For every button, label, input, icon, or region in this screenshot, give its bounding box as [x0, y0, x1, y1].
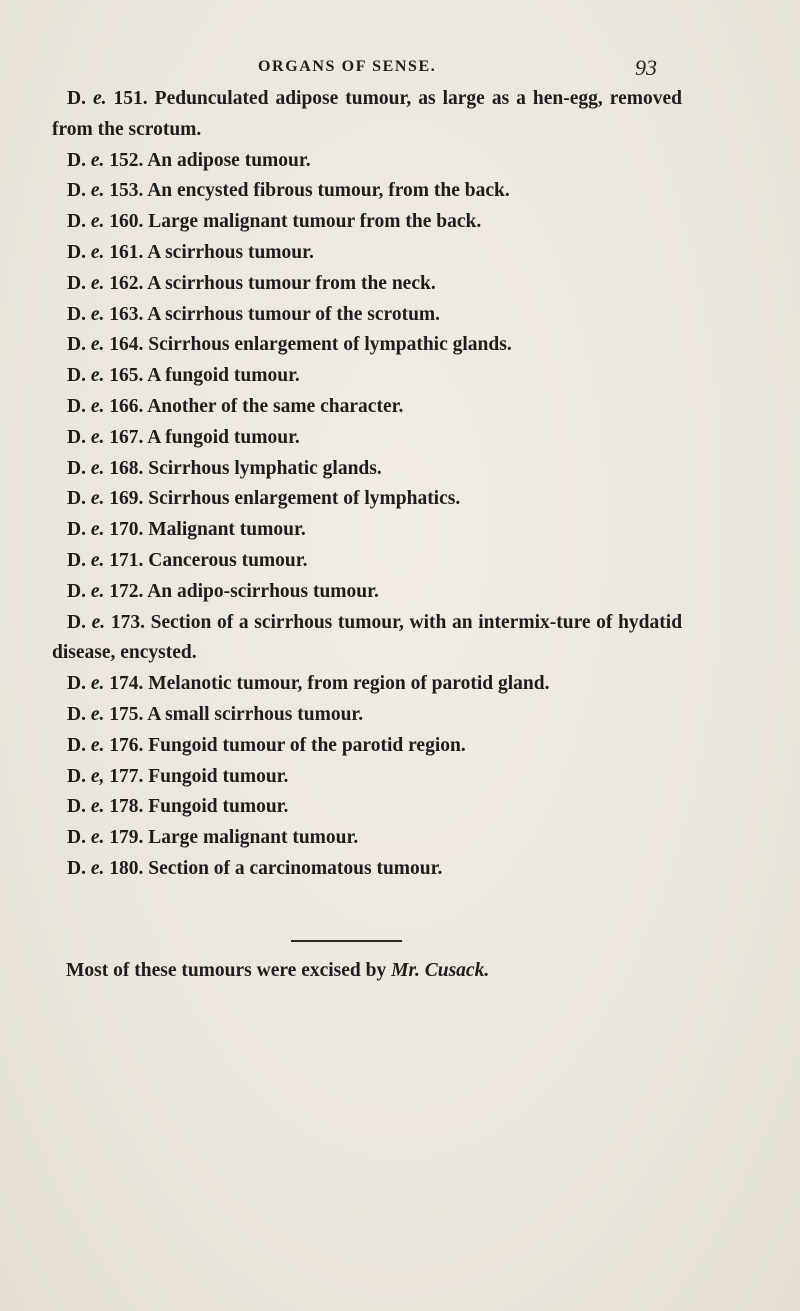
entry-series: e. [90, 272, 105, 294]
entry-series: e. [90, 334, 105, 356]
entry-description: Melanotic tumour, from region of parotid gland. [148, 673, 550, 695]
entry-prefix: D. [67, 488, 86, 510]
entry-number: 153. [109, 180, 144, 202]
entry-number: 172. [109, 580, 144, 602]
catalogue-entry [52, 546, 682, 577]
entry-number: 176. [109, 734, 144, 756]
catalogue-entry [52, 84, 682, 146]
entry-number: 164. [109, 334, 144, 356]
entry-prefix: D. [67, 180, 86, 202]
entry-number: 170. [109, 519, 144, 541]
entry-description: Another of the same character. [147, 395, 404, 417]
entry-prefix: D. [67, 365, 86, 387]
entry-number: 175. [109, 703, 144, 725]
catalogue-entry [52, 269, 682, 300]
entry-prefix: D. [67, 857, 86, 879]
entry-description: Scirrhous lymphatic glands. [148, 457, 382, 479]
entry-number: 178. [109, 796, 144, 818]
footnote-text: Most of these tumours were excised by [66, 960, 392, 981]
entry-description: Fungoid tumour. [148, 765, 289, 787]
entry-number: 173. [110, 611, 145, 633]
entry-series: e. [90, 488, 105, 510]
entry-description: A small scirrhous tumour. [147, 703, 364, 725]
entry-number: 171. [109, 549, 144, 571]
entry-description: Fungoid tumour of the parotid region. [148, 734, 466, 756]
catalogue-entry [52, 146, 682, 177]
entry-description: Large malignant tumour from the back. [148, 211, 482, 233]
entry-series: e. [90, 673, 105, 695]
entry-description: A scirrhous tumour of the scrotum. [147, 303, 441, 325]
entry-description: An encysted fibrous tumour, from the back. [147, 180, 510, 202]
catalogue-entry [52, 207, 682, 238]
entry-description: A scirrhous tumour from the neck. [147, 272, 436, 294]
entry-number: 180. [109, 857, 144, 879]
catalogue-entry [52, 515, 682, 546]
entry-description: Fungoid tumour. [148, 796, 289, 818]
entry-series: e. [90, 703, 105, 725]
catalogue-entry [52, 669, 682, 700]
entry-series: e. [90, 519, 105, 541]
entry-prefix: D. [67, 703, 86, 725]
catalogue-entry [52, 577, 682, 608]
catalogue-entry [52, 238, 682, 269]
entry-series: e. [90, 796, 105, 818]
entry-number: 152. [109, 149, 144, 171]
entry-description: Scirrhous enlargement of lympathic glands. [148, 334, 512, 356]
catalogue-entry [52, 700, 682, 731]
page-number: 93 [635, 55, 657, 80]
entry-series: e. [90, 734, 105, 756]
entry-number: 163. [109, 303, 144, 325]
entry-number: 151. [113, 88, 148, 109]
entry-prefix: D. [67, 303, 86, 325]
entry-prefix: D. [67, 334, 86, 356]
entry-series: e. [90, 180, 105, 202]
entry-number: 166. [109, 395, 144, 417]
catalogue-entry [52, 792, 682, 823]
catalogue-entry [52, 300, 682, 331]
catalogue-entry [52, 392, 682, 423]
entry-prefix: D. [67, 426, 86, 448]
catalogue-entry [52, 454, 682, 485]
entry-number: 167. [109, 426, 144, 448]
entry-number: 160. [109, 211, 144, 233]
running-title: ORGANS OF SENSE. [258, 58, 437, 75]
entry-prefix: D. [67, 149, 86, 171]
entry-number: 174. [109, 673, 144, 695]
entry-prefix: D. [67, 395, 86, 417]
entry-series: e. [92, 88, 107, 109]
catalogue-entry [52, 361, 682, 392]
entry-series: e. [90, 580, 105, 602]
catalogue-entry [52, 176, 682, 207]
entry-series: e. [90, 365, 105, 387]
entry-description: An adipose tumour. [147, 149, 311, 171]
entry-description: A fungoid tumour. [147, 365, 300, 387]
entry-prefix: D. [67, 734, 86, 756]
entry-series: e. [90, 457, 105, 479]
catalogue-entry [52, 731, 682, 762]
catalogue-entry [52, 608, 682, 670]
entry-prefix: D. [67, 549, 86, 571]
entry-series: e, [90, 765, 105, 787]
catalogue-entry [52, 823, 682, 854]
catalogue-entry [52, 484, 682, 515]
entry-series: e. [90, 241, 105, 263]
entry-prefix: D. [67, 519, 86, 541]
entry-number: 168. [109, 457, 144, 479]
entry-series: e. [90, 395, 105, 417]
entry-description: Section of a scirrhous tumour, with an intermix-ture of hydatid disease, encysted. [52, 611, 683, 664]
footnote-name: Mr. Cusack. [391, 960, 490, 981]
catalogue-entry [52, 854, 682, 885]
entry-number: 161. [109, 241, 144, 263]
entry-series: e. [90, 426, 105, 448]
entry-prefix: D. [67, 796, 86, 818]
entry-description: Large malignant tumour. [148, 827, 359, 849]
entry-number: 177. [109, 765, 144, 787]
entry-description: A scirrhous tumour. [147, 241, 314, 263]
entry-series: e. [90, 303, 105, 325]
entry-prefix: D. [67, 765, 86, 787]
entry-prefix: D. [67, 611, 86, 633]
entry-series: e. [90, 549, 105, 571]
entry-description: Cancerous tumour. [148, 549, 308, 571]
entry-prefix: D. [67, 241, 86, 263]
entry-series: e. [90, 149, 105, 171]
entry-series: e. [90, 211, 105, 233]
entry-description: Pedunculated adipose tumour, as large as a hen-egg, removed from the scrotum. [52, 88, 683, 140]
entry-prefix: D. [67, 88, 86, 109]
entry-prefix: D. [67, 272, 86, 294]
catalogue-entry [52, 762, 682, 793]
entry-series: e. [90, 827, 105, 849]
entry-number: 165. [109, 365, 144, 387]
entry-prefix: D. [67, 827, 86, 849]
entry-prefix: D. [67, 580, 86, 602]
entry-description: Section of a carcinomatous tumour. [148, 857, 443, 879]
entry-description: Malignant tumour. [148, 519, 306, 541]
entry-number: 162. [109, 272, 144, 294]
entry-number: 179. [109, 827, 144, 849]
entry-description: A fungoid tumour. [147, 426, 300, 448]
entry-series: e. [90, 857, 105, 879]
catalogue-entry [52, 330, 682, 361]
entry-prefix: D. [67, 457, 86, 479]
catalogue-entries [52, 84, 682, 885]
entry-prefix: D. [67, 673, 86, 695]
catalogue-entry [52, 423, 682, 454]
section-divider [291, 940, 402, 942]
entry-number: 169. [109, 488, 144, 510]
entry-description: An adipo-scirrhous tumour. [147, 580, 379, 602]
entry-series: e. [91, 611, 106, 633]
entry-prefix: D. [67, 211, 86, 233]
footnote [66, 960, 489, 982]
entry-description: Scirrhous enlargement of lymphatics. [148, 488, 461, 510]
